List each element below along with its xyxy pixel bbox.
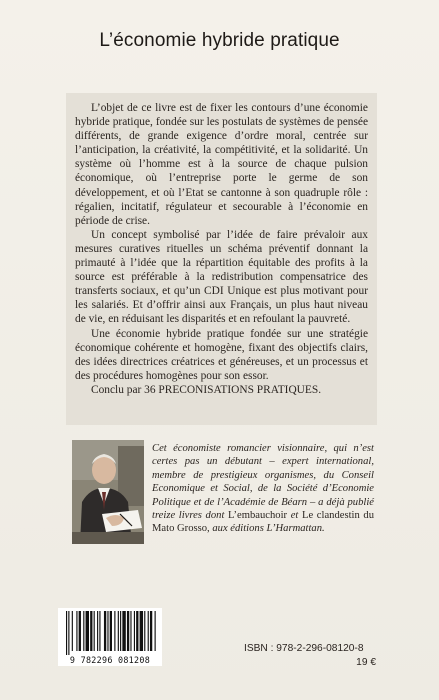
author-bio xyxy=(152,442,374,536)
summary-paragraph-1: L’objet de ce livre est de fixer les contours d’une économie hybride pratique, fondée sur les postulats de systèmes de pensée différents, de grande exigence d’ordre moral, centrée sur l’anticipation, la créativité, la compétitivité, et la solidarité. Un système où l’homme est à la source de chaque pulsion économique, où l’entreprise porte le germe de son développement, et où l’Etat se cantonne à son quadruple rôle : régalien, incitatif, régulateur et secourable à l’économie en période de crise. xyxy=(75,102,368,227)
barcode-bar xyxy=(122,611,125,651)
barcode-bars xyxy=(58,608,162,656)
summary-box xyxy=(66,93,377,425)
barcode-bar xyxy=(140,611,143,651)
book-reference-2: Le clandestin du Mato Grosso, xyxy=(152,510,374,535)
barcode xyxy=(58,608,162,666)
barcode-bar xyxy=(104,611,106,651)
barcode-bar xyxy=(99,611,100,651)
barcode-bar xyxy=(110,611,112,651)
barcode-bar xyxy=(83,611,84,651)
price-label: 19 € xyxy=(356,657,376,668)
summary-paragraph-3: Une économie hybride pratique fondée sur une stratégie économique cohérente et homogène, fixant des objectifs clairs, des idées directrices créatrices et généreuses, et un processus et des procédures homogènes pour son essor. xyxy=(75,327,368,382)
barcode-bar xyxy=(68,611,69,655)
barcode-bar xyxy=(72,611,73,651)
barcode-bar xyxy=(148,611,149,651)
barcode-bar xyxy=(97,611,98,651)
barcode-bar xyxy=(130,611,131,651)
author-photo-illustration xyxy=(72,440,144,544)
barcode-bar xyxy=(134,611,135,651)
barcode-bar xyxy=(107,611,108,651)
barcode-bar xyxy=(136,611,138,651)
barcode-bar xyxy=(114,611,115,651)
author-bio-publisher: aux éditions L’Harmattan. xyxy=(212,523,325,535)
barcode-bar xyxy=(120,611,121,651)
barcode-bar xyxy=(86,611,89,651)
barcode-number: 9 782296 081208 xyxy=(69,655,151,665)
author-section xyxy=(72,440,372,544)
barcode-bar xyxy=(66,611,67,655)
barcode-bar xyxy=(150,611,152,651)
barcode-bar xyxy=(144,611,145,651)
author-bio-intro: Cet économiste romancier visionnaire, qui n’est certes pas un débutant – expert international, membre de prestigieux organismes, du Conseil Economique et Social, de la Société d’Economie Politique et de l’Académie de Béarn – a déjà publié treize livres dont xyxy=(152,443,374,522)
summary-paragraph-2: Un concept symbolisé par l’idée de faire prévaloir aux mesures curatives rituelles un schéma préventif donnant la primauté à l’idée que la répartition équitable des profits à la source est préférable à la redistribution compensatrice des transferts sociaux, et qu’un CDI Unique est plus motivant pour les salariés. Et d’offrir ainsi aux Français, un plus haut niveau de vie, en réduisant les disparités et en refoulant la pauvreté. xyxy=(75,228,368,326)
barcode-bar xyxy=(90,611,92,651)
barcode-bar xyxy=(76,611,77,651)
barcode-bar xyxy=(94,611,95,651)
bio-conjunction: et xyxy=(290,510,299,522)
barcode-bar xyxy=(118,611,119,651)
barcode-bar xyxy=(127,611,129,651)
barcode-bar xyxy=(79,611,81,651)
book-title: L’économie hybride pratique xyxy=(99,30,340,51)
barcode-bar xyxy=(155,611,156,651)
summary-paragraph-4: Conclu par 36 PRECONISATIONS PRATIQUES. xyxy=(91,383,322,396)
book-reference-1: L’embauchoir xyxy=(228,510,288,522)
isbn-label: ISBN : 978-2-296-08120-8 xyxy=(244,643,364,654)
author-photo xyxy=(72,440,144,544)
